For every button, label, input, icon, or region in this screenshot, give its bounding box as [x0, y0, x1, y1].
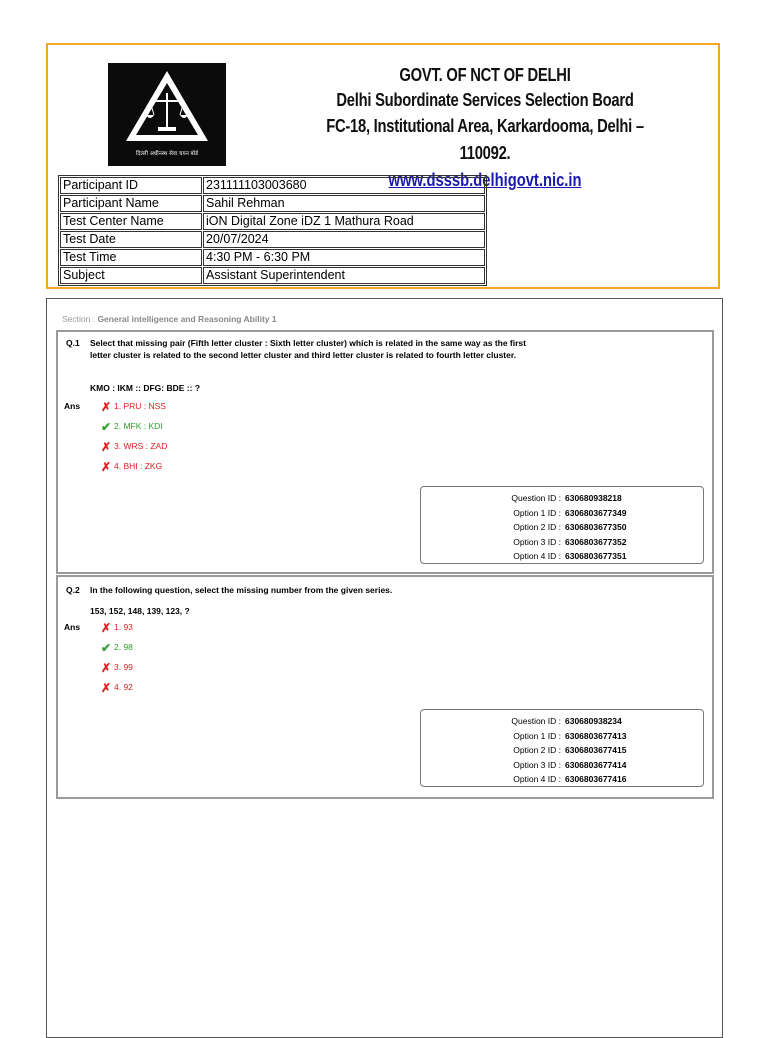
option-4-id-row	[421, 550, 703, 562]
info-value: iON Digital Zone iDZ 1 Mathura Road	[203, 213, 485, 230]
logo-caption: दिल्ली अधीनस्थ सेवा चयन बोर्ड	[135, 151, 199, 157]
option-label: 3. 99	[114, 662, 133, 672]
govt-title: GOVT. OF NCT OF DELHI	[399, 65, 571, 85]
info-value: 231111103003680	[203, 177, 485, 194]
check-icon: ✔	[100, 419, 112, 434]
info-row	[60, 213, 485, 230]
cross-icon: ✗	[100, 660, 112, 675]
id-value: 6306803677413	[565, 730, 627, 741]
id-label: Option 2 ID :	[513, 522, 561, 532]
question-text: Select that missing pair (Fifth letter cluster : Sixth letter cluster) which is related in the same way as the first letter cluster is related to the second letter cluster and third letter cluster is related to fourth letter cluster.	[90, 338, 526, 360]
question-number: Q.2	[66, 585, 80, 595]
info-label: Test Time	[60, 249, 202, 266]
id-value: 6306803677416	[565, 774, 627, 784]
option-3	[98, 661, 133, 673]
info-label: Test Date	[60, 231, 202, 248]
option-4	[98, 460, 162, 472]
info-label: Subject	[60, 267, 202, 284]
section-label	[62, 314, 277, 324]
id-label: Option 3 ID :	[513, 536, 561, 547]
info-row	[60, 177, 485, 194]
id-label: Option 4 ID :	[513, 551, 561, 561]
info-value: 20/07/2024	[203, 231, 485, 248]
option-3-id-row	[421, 536, 703, 548]
option-label: 1. 93	[114, 622, 133, 632]
id-label: Option 2 ID :	[513, 745, 561, 755]
check-icon: ✔	[100, 640, 112, 655]
ans-label: Ans	[64, 401, 81, 411]
question-box-2	[56, 575, 714, 799]
id-box	[420, 486, 704, 564]
info-label: Participant Name	[60, 195, 202, 212]
info-row	[60, 267, 485, 284]
id-label: Question ID :	[511, 493, 561, 503]
info-row	[60, 231, 485, 248]
option-label: 1. PRU : NSS	[114, 401, 166, 411]
id-value: 6306803677350	[565, 522, 627, 532]
id-value: 6306803677414	[565, 759, 627, 770]
cross-icon: ✗	[100, 620, 112, 635]
question-number: Q.1	[66, 338, 80, 348]
cross-icon: ✗	[100, 459, 112, 474]
option-2-id-row	[421, 744, 703, 756]
id-value: 630680938234	[565, 716, 622, 726]
id-label: Option 1 ID :	[513, 730, 561, 741]
option-1-id-row	[421, 507, 703, 519]
option-label: 3. WRS : ZAD	[114, 441, 168, 451]
board-name: Delhi Subordinate Services Selection Board	[336, 90, 634, 110]
id-value: 6306803677351	[565, 551, 627, 561]
question-subtext: 153, 152, 148, 139, 123, ?	[90, 606, 190, 616]
question-id-row	[421, 715, 703, 727]
option-label: 4. BHI : ZKG	[114, 461, 163, 471]
option-2-id-row	[421, 521, 703, 533]
id-value: 630680938218	[565, 493, 622, 503]
participant-info-table	[58, 175, 487, 286]
info-label: Test Center Name	[60, 213, 202, 230]
id-label: Option 1 ID :	[513, 507, 561, 518]
section-prefix: Section :	[62, 314, 98, 324]
ans-label: Ans	[64, 622, 81, 632]
info-value: 4:30 PM - 6:30 PM	[203, 249, 485, 266]
option-2	[98, 641, 133, 653]
question-box-1	[56, 330, 714, 574]
option-4-id-row	[421, 773, 703, 785]
info-label: Participant ID	[60, 177, 202, 194]
id-box	[420, 709, 704, 787]
id-value: 6306803677349	[565, 507, 627, 518]
website-link[interactable]: www.dsssb.delhigovt.nic.in	[388, 170, 582, 190]
dsssb-logo	[108, 63, 226, 166]
info-value: Assistant Superintendent	[203, 267, 485, 284]
question-subtext: KMO : IKM :: DFG: BDE :: ?	[90, 383, 201, 393]
info-row	[60, 195, 485, 212]
id-value: 6306803677415	[565, 745, 627, 755]
question-text: In the following question, select the missing number from the given series.	[90, 585, 393, 595]
id-value: 6306803677352	[565, 536, 627, 547]
cross-icon: ✗	[100, 439, 112, 454]
section-name: General intelligence and Reasoning Ability 1	[97, 314, 277, 324]
org-heading	[270, 63, 700, 193]
board-address: FC-18, Institutional Area, Karkardooma, Delhi – 110092.	[326, 116, 644, 163]
option-2	[98, 420, 163, 432]
option-label: 2. 98	[114, 642, 133, 652]
id-label: Option 3 ID :	[513, 759, 561, 770]
option-1	[98, 400, 166, 412]
cross-icon: ✗	[100, 399, 112, 414]
id-label: Option 4 ID :	[513, 774, 561, 784]
option-label: 2. MFK : KDI	[114, 421, 163, 431]
option-label: 4. 92	[114, 682, 133, 692]
option-4	[98, 681, 133, 693]
header-box	[46, 43, 720, 289]
option-1	[98, 621, 133, 633]
option-1-id-row	[421, 730, 703, 742]
option-3	[98, 440, 167, 452]
cross-icon: ✗	[100, 680, 112, 695]
question-id-row	[421, 492, 703, 504]
info-row	[60, 249, 485, 266]
option-3-id-row	[421, 759, 703, 771]
info-value: Sahil Rehman	[203, 195, 485, 212]
id-label: Question ID :	[511, 716, 561, 726]
